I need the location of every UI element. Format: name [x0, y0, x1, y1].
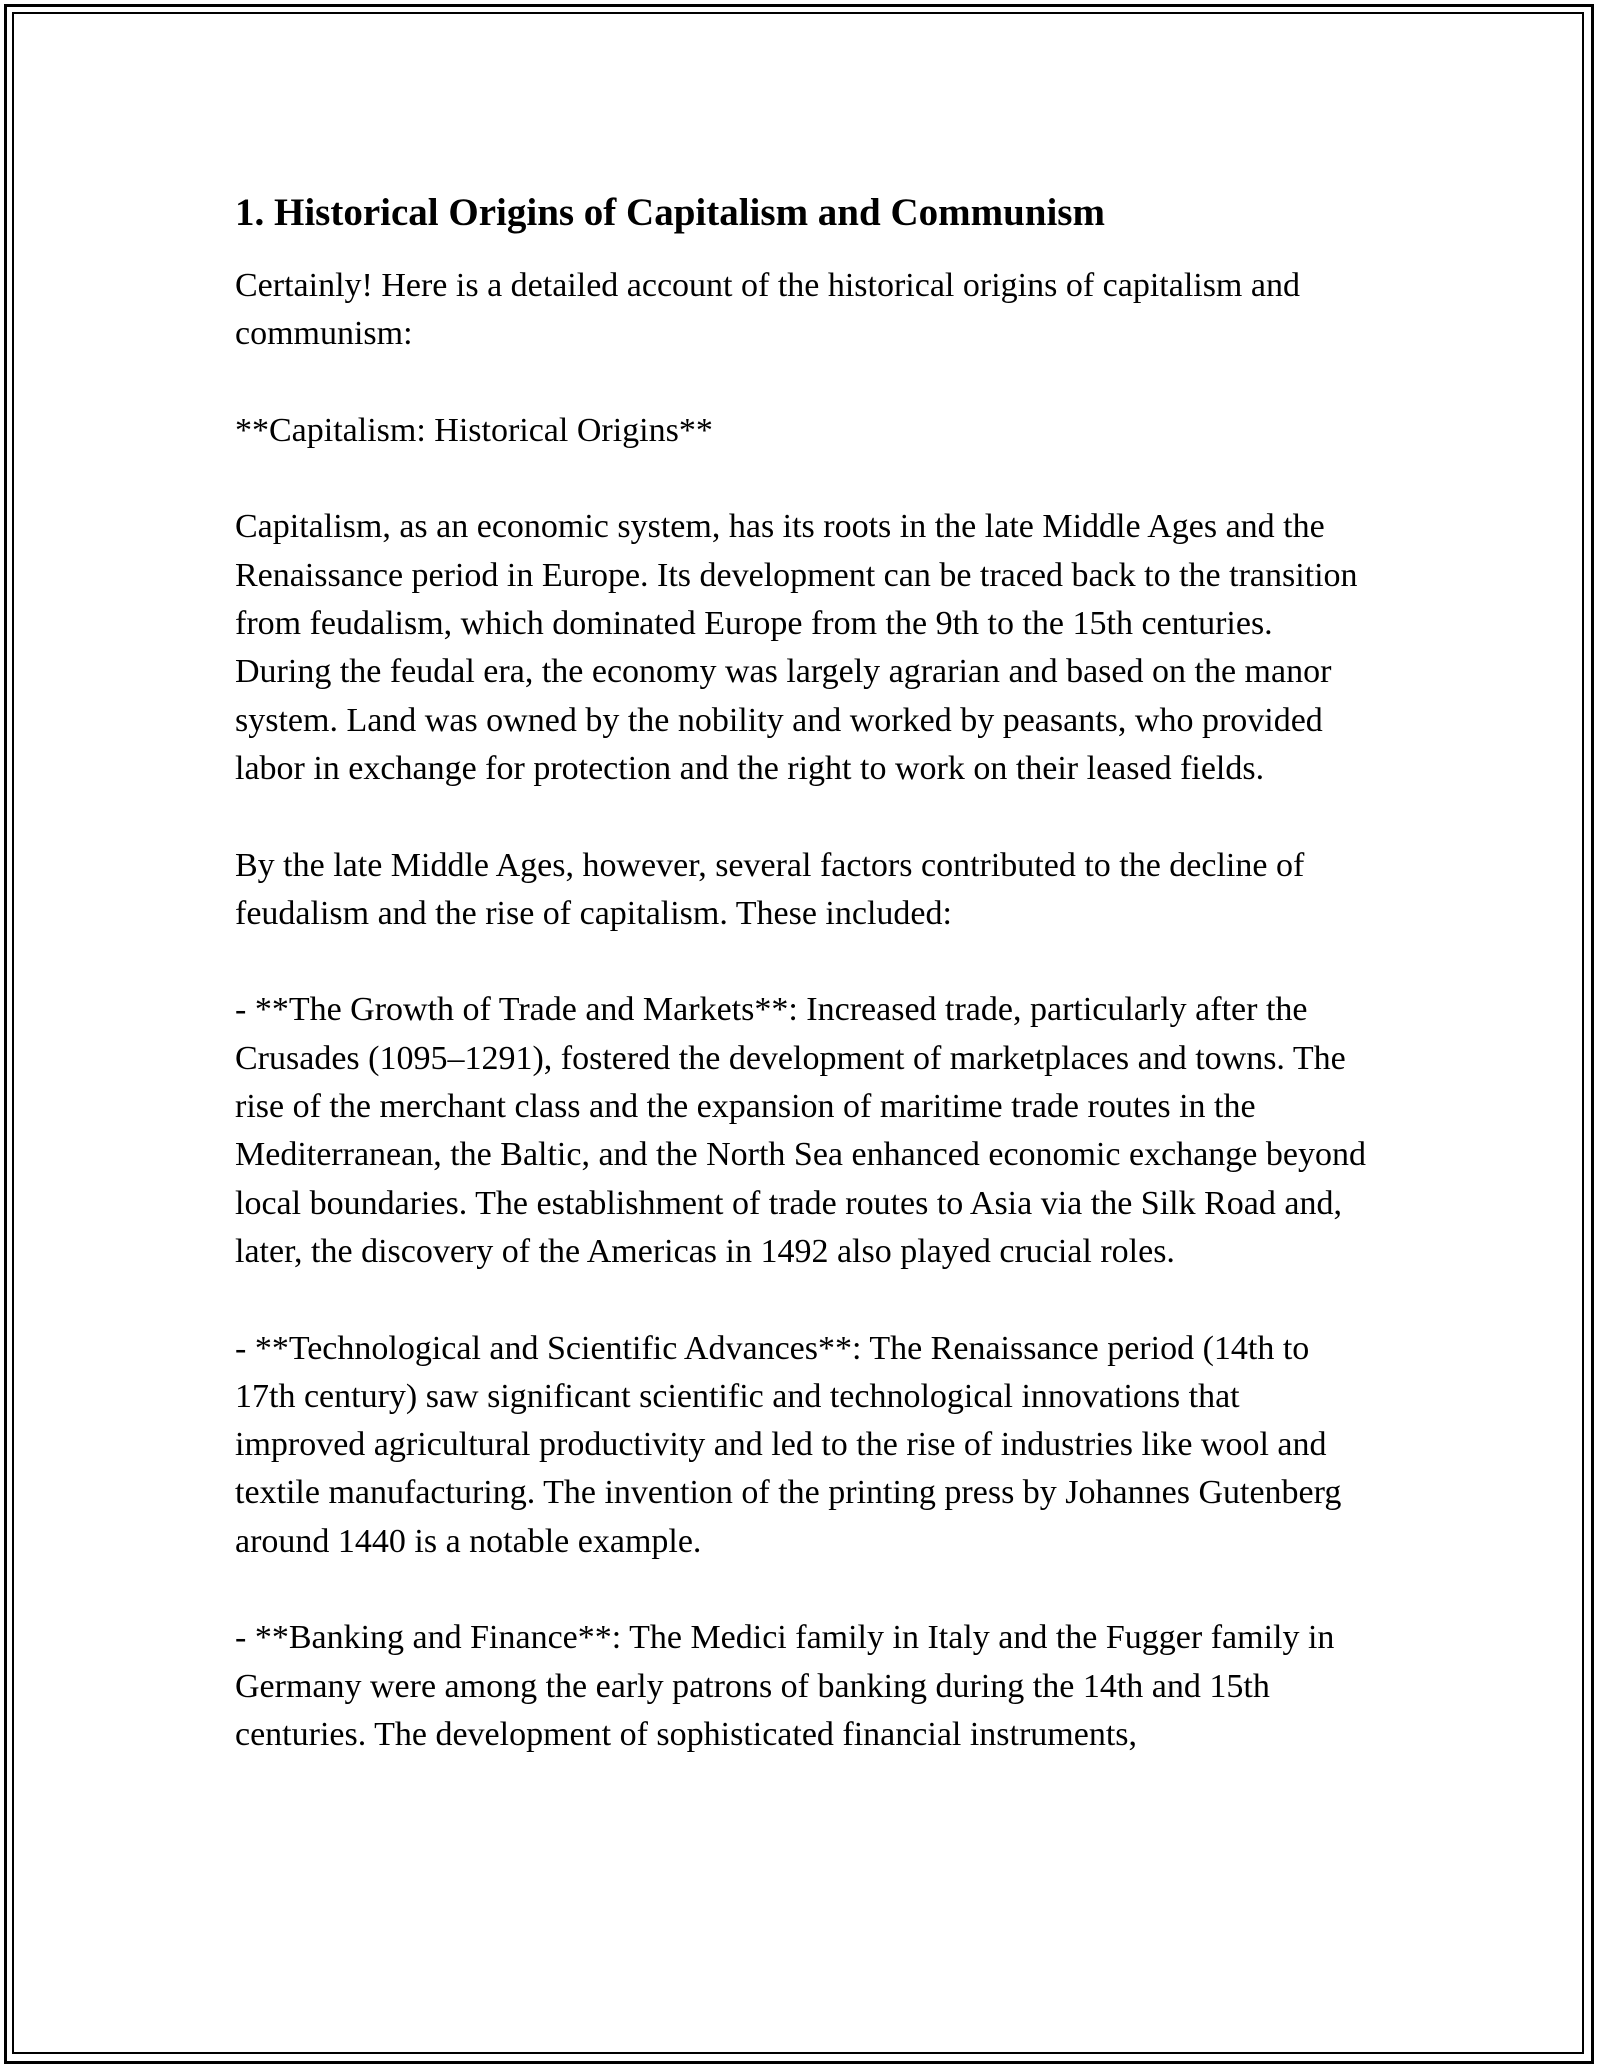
section-heading: 1. Historical Origins of Capitalism and Communism: [235, 191, 1105, 234]
bullet-technological-advances: - **Technological and Scientific Advances**: The Renaissance period (14th to 17th century) saw significant scientific and technological innovations that improved agricultural productivity and led to the rise of industries like wool and textile manufacturing. The invention of the printing press by Johannes Gutenberg around 1440 is a notable example.: [235, 1329, 1342, 1560]
bullet-banking-finance: - **Banking and Finance**: The Medici family in Italy and the Fugger family in Germany were among the early patrons of banking during the 14th and 15th centuries. The development of sophisticated financial instruments,: [235, 1619, 1335, 1753]
bullet-trade-markets: - **The Growth of Trade and Markets**: Increased trade, particularly after the Crusades (1095–1291), fostered the development of marketplaces and towns. The rise of the merchant class and the expansion of maritime trade routes in the Mediterranean, the Baltic, and the North Sea enhanced economic exchange beyond local boundaries. The establishment of trade routes to Asia via the Silk Road and, later, the discovery of the Americas in 1492 also played crucial roles.: [235, 991, 1366, 1270]
intro-paragraph: Certainly! Here is a detailed account of the historical origins of capitalism and communism:: [235, 267, 1300, 353]
document-body: [235, 188, 1375, 1759]
subheading-capitalism: **Capitalism: Historical Origins**: [235, 411, 713, 449]
paragraph-decline-feudalism: By the late Middle Ages, however, several factors contributed to the decline of feudalism and the rise of capitalism. These included:: [235, 846, 1305, 932]
paragraph-capitalism-roots: Capitalism, as an economic system, has its roots in the late Middle Ages and the Renaissance period in Europe. Its development can be traced back to the transition from feudalism, which dominated Europe from the 9th to the 15th centuries. During the feudal era, the economy was largely agrarian and based on the manor system. Land was owned by the nobility and worked by peasants, who provided labor in exchange for protection and the right to work on their leased fields.: [235, 508, 1358, 787]
